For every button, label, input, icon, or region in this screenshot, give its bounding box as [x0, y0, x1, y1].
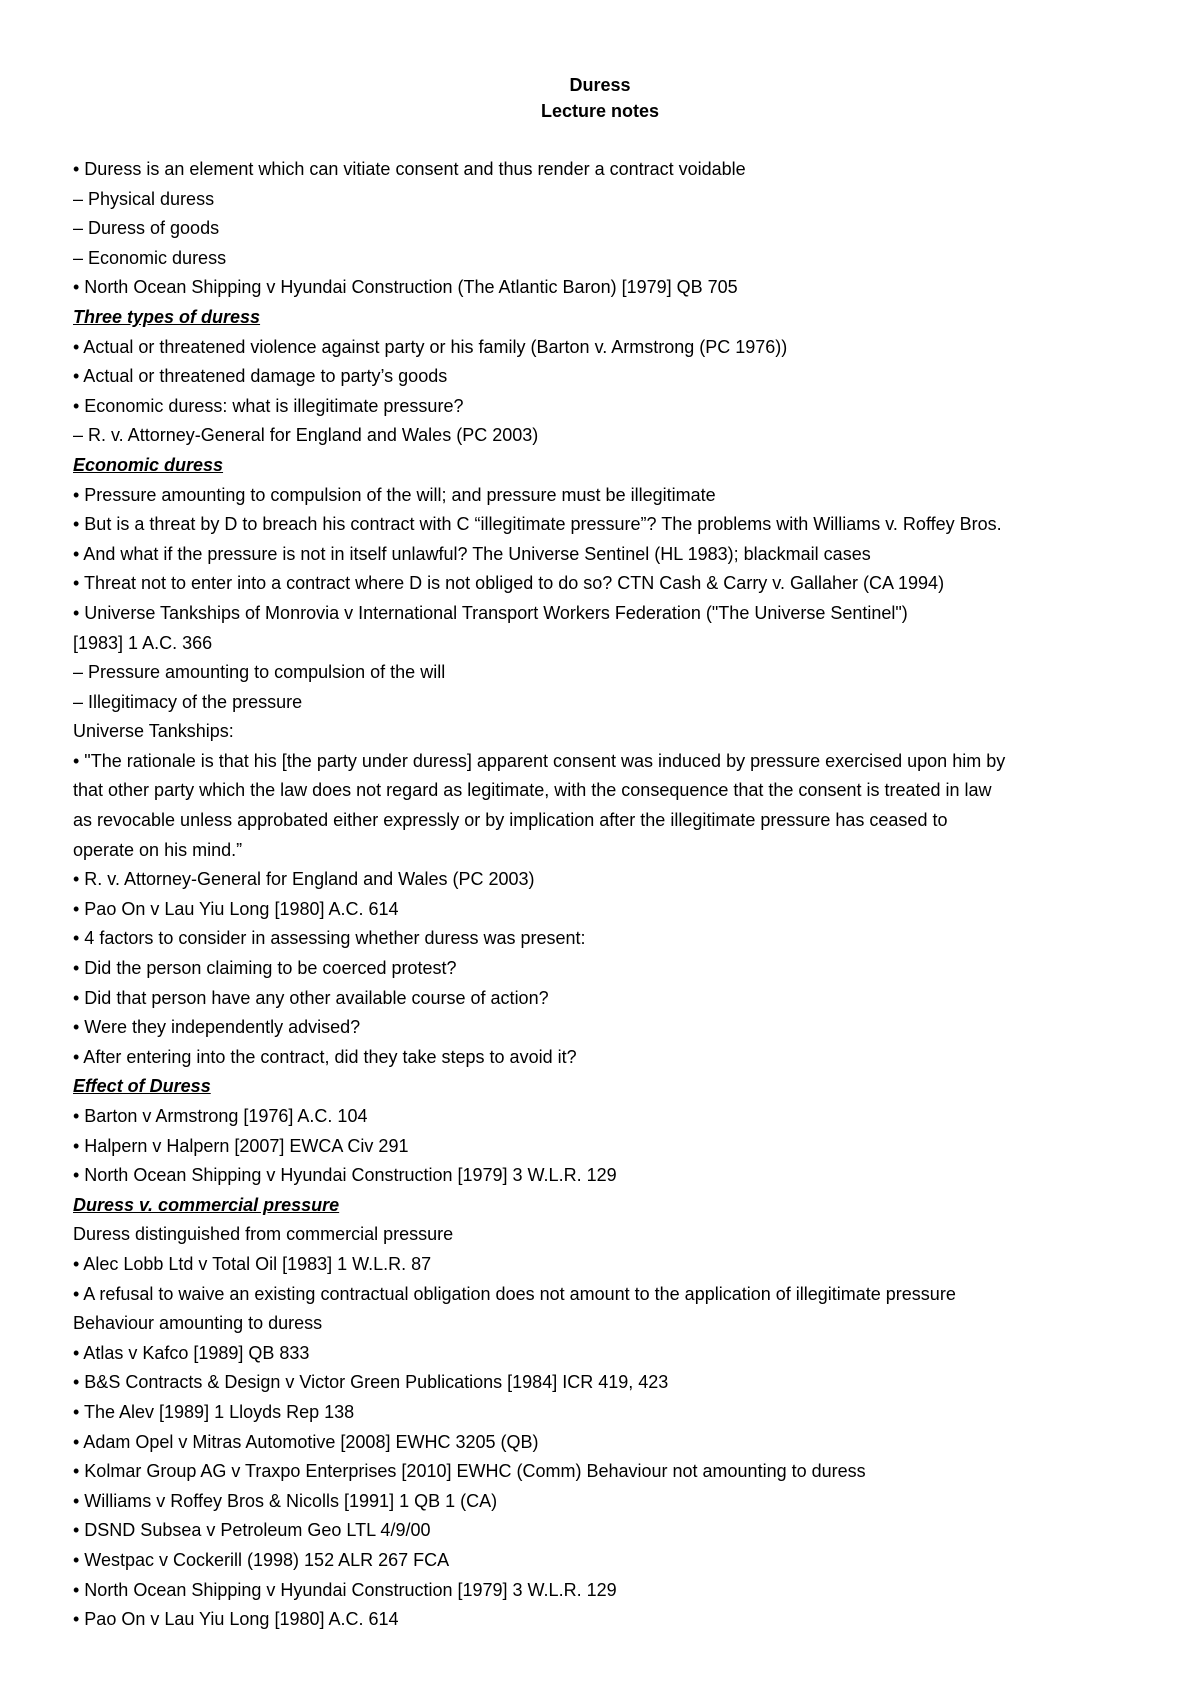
text-line: [1983] 1 A.C. 366 [73, 632, 213, 653]
text-line: • Alec Lobb Ltd v Total Oil [1983] 1 W.L.R. 87 [73, 1253, 432, 1274]
text-line: • North Ocean Shipping v Hyundai Construction (The Atlantic Baron) [1979] QB 705 [73, 277, 738, 298]
text-line: • Threat not to enter into a contract where D is not obliged to do so? CTN Cash & Carry v. Gallaher (CA 1994) [73, 573, 945, 594]
text-line: • But is a threat by D to breach his contract with C “illegitimate pressure”? The problems with Williams v. Roffey Bros. [73, 514, 1002, 535]
text-line: • Universe Tankships of Monrovia v International Transport Workers Federation ("The Universe Sentinel") [73, 602, 908, 623]
text-line: • After entering into the contract, did they take steps to avoid it? [73, 1046, 577, 1067]
text-line: as revocable unless approbated either expressly or by implication after the illegitimate pressure has ceased to [73, 810, 948, 831]
section-heading: Economic duress [73, 454, 224, 475]
text-line: – Physical duress [73, 188, 215, 209]
title-block [0, 72, 1200, 124]
text-line: • The Alev [1989] 1 Lloyds Rep 138 [73, 1401, 355, 1422]
text-line: • Halpern v Halpern [2007] EWCA Civ 291 [73, 1135, 409, 1156]
text-line: – Economic duress [73, 247, 227, 268]
text-line: • B&S Contracts & Design v Victor Green Publications [1984] ICR 419, 423 [73, 1372, 669, 1393]
text-line: • 4 factors to consider in assessing whether duress was present: [73, 928, 586, 949]
text-line: • Economic duress: what is illegitimate pressure? [73, 395, 464, 416]
text-line: • "The rationale is that his [the party under duress] apparent consent was induced by pressure exercised upon him by [73, 750, 1006, 771]
text-line: – Illegitimacy of the pressure [73, 691, 303, 712]
text-line: – Duress of goods [73, 218, 220, 239]
section-heading: Effect of Duress [73, 1076, 211, 1097]
text-line: • North Ocean Shipping v Hyundai Construction [1979] 3 W.L.R. 129 [73, 1165, 617, 1186]
text-line: • Actual or threatened damage to party’s goods [73, 366, 448, 387]
text-line: – Pressure amounting to compulsion of the will [73, 662, 446, 683]
text-line: • North Ocean Shipping v Hyundai Construction [1979] 3 W.L.R. 129 [73, 1579, 617, 1600]
text-line: • Pao On v Lau Yiu Long [1980] A.C. 614 [73, 898, 399, 919]
section-heading: Three types of duress [73, 306, 261, 327]
text-line: • Did that person have any other available course of action? [73, 987, 549, 1008]
text-line: • Did the person claiming to be coerced protest? [73, 958, 457, 979]
text-line: Behaviour amounting to duress [73, 1313, 323, 1334]
text-line: Universe Tankships: [73, 721, 234, 742]
text-line: that other party which the law does not regard as legitimate, with the consequence that the consent is treated in law [73, 780, 992, 801]
document-body [73, 155, 1143, 1635]
text-line: • Pao On v Lau Yiu Long [1980] A.C. 614 [73, 1609, 399, 1630]
text-line: – R. v. Attorney-General for England and Wales (PC 2003) [73, 425, 539, 446]
text-line: • R. v. Attorney-General for England and Wales (PC 2003) [73, 869, 535, 890]
document-title: Duress [569, 75, 631, 95]
section-heading: Duress v. commercial pressure [73, 1194, 340, 1215]
text-line: • DSND Subsea v Petroleum Geo LTL 4/9/00 [73, 1520, 431, 1541]
text-line: • Were they independently advised? [73, 1017, 361, 1038]
text-line: • Williams v Roffey Bros & Nicolls [1991] 1 QB 1 (CA) [73, 1490, 498, 1511]
text-line: • Adam Opel v Mitras Automotive [2008] EWHC 3205 (QB) [73, 1431, 539, 1452]
text-line: • Kolmar Group AG v Traxpo Enterprises [2010] EWHC (Comm) Behaviour not amounting to duress [73, 1461, 866, 1482]
document-subtitle: Lecture notes [540, 101, 660, 121]
text-line: • Westpac v Cockerill (1998) 152 ALR 267 FCA [73, 1549, 450, 1570]
text-line: Duress distinguished from commercial pressure [73, 1224, 454, 1245]
text-line: • Actual or threatened violence against party or his family (Barton v. Armstrong (PC 1976)) [73, 336, 788, 357]
text-line: • Duress is an element which can vitiate consent and thus render a contract voidable [73, 159, 746, 179]
text-line: • Atlas v Kafco [1989] QB 833 [73, 1342, 310, 1363]
text-line: • Barton v Armstrong [1976] A.C. 104 [73, 1106, 368, 1126]
text-line: • A refusal to waive an existing contractual obligation does not amount to the application of illegitimate pressure [73, 1283, 956, 1304]
text-line: operate on his mind.” [73, 839, 243, 860]
text-line: • Pressure amounting to compulsion of the will; and pressure must be illegitimate [73, 484, 716, 505]
text-line: • And what if the pressure is not in itself unlawful? The Universe Sentinel (HL 1983); blackmail cases [73, 543, 871, 564]
